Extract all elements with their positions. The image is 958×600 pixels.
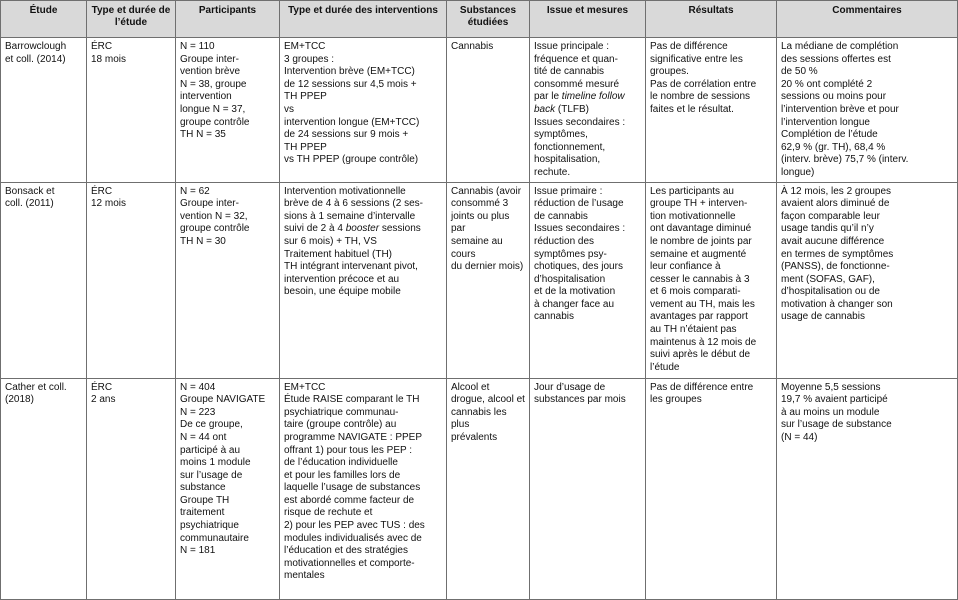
cell-interventions: EM+TCC 3 groupes : Intervention brève (EM+TCC) de 12 sessions sur 4,5 mois + TH PPEP vs intervention longue (EM+TCC) de 24 sessions sur 9 mois + TH PPEP vs TH PPEP (groupe contrôle) bbox=[280, 38, 447, 183]
header-commentaires: Commentaires bbox=[777, 1, 958, 38]
cell-etude: Barrowclough et coll. (2014) bbox=[1, 38, 87, 183]
cell-participants: N = 110 Groupe inter- vention brève N = 38, groupe intervention longue N = 37, groupe contrôle TH N = 35 bbox=[176, 38, 280, 183]
cell-commentaires: La médiane de complétion des sessions offertes est de 50 % 20 % ont complété 2 sessions ou moins pour l’intervention brève et pour l’intervention longue Complétion de l’étude 62,9 % (gr. TH), 68,4 % (interv. brève) 75,7 % (interv. longue) bbox=[777, 38, 958, 183]
cell-type: ÉRC 2 ans bbox=[87, 378, 176, 599]
cell-participants: N = 404 Groupe NAVIGATE N = 223 De ce groupe, N = 44 ont participé à au moins 1 module sur l’usage de substance Groupe TH traitement psychiatrique communautaire N = 181 bbox=[176, 378, 280, 599]
cell-substances: Cannabis (avoir consommé 3 joints ou plus par semaine au cours du dernier mois) bbox=[447, 182, 530, 378]
cell-resultats: Pas de différence entre les groupes bbox=[646, 378, 777, 599]
cell-resultats: Pas de différence significative entre les groupes. Pas de corrélation entre le nombre de sessions faites et le résultat. bbox=[646, 38, 777, 183]
header-etude: Étude bbox=[1, 1, 87, 38]
header-participants: Participants bbox=[176, 1, 280, 38]
table-row bbox=[1, 378, 958, 599]
cell-resultats: Les participants au groupe TH + interven- tion motivationnelle ont davantage diminué le nombre de joints par semaine et augmenté leur confiance à cesser le cannabis à 3 et 6 mois comparati- vement au TH, mais les avantages par rapport au TH n’étaient pas maintenus à 12 mois de suivi après le début de l’étude bbox=[646, 182, 777, 378]
cell-commentaires: À 12 mois, les 2 groupes avaient alors diminué de façon comparable leur usage tandis qu’il n’y avait aucune différence en termes de symptômes (PANSS), de fonctionne- ment (SOFAS, GAF), d’hospitalisation ou de motivation à changer son usage de cannabis bbox=[777, 182, 958, 378]
cell-commentaires: Moyenne 5,5 sessions 19,7 % avaient participé à au moins un module sur l’usage de substance (N = 44) bbox=[777, 378, 958, 599]
cell-type: ÉRC 18 mois bbox=[87, 38, 176, 183]
cell-interventions: Intervention motivationnelle brève de 4 à 6 sessions (2 ses- sions à 1 semaine d’intervalle suivi de 2 à 4 booster sessions sur 6 mois) + TH, VS Traitement habituel (TH) TH intégrant intervenant pivot, intervention précoce et au besoin, une équipe mobile bbox=[280, 182, 447, 378]
table-row bbox=[1, 38, 958, 183]
header-resultats: Résultats bbox=[646, 1, 777, 38]
cell-interventions: EM+TCC Étude RAISE comparant le TH psychiatrique communau- taire (groupe contrôle) au programme NAVIGATE : PPEP offrant 1) pour tous les PEP : de l’éducation individuelle et pour les familles lors de laquelle l’usage de substances est abordé comme facteur de risque de rechute et 2) pour les PEP avec TUS : des modules individualisés avec de l’éducation et des stratégies motivationnelles et comporte- mentales bbox=[280, 378, 447, 599]
header-row bbox=[1, 1, 958, 38]
cell-issues: Issue primaire : réduction de l’usage de cannabis Issues secondaires : réduction des symptômes psy- chotiques, des jours d’hospitalisation et de la motivation à changer face au cannabis bbox=[530, 182, 646, 378]
cell-issues: Issue principale : fréquence et quan- tité de cannabis consommé mesuré par le timeline follow back (TLFB) Issues secondaires : symptômes, fonctionnement, hospitalisation, rechute. bbox=[530, 38, 646, 183]
cell-issues: Jour d’usage de substances par mois bbox=[530, 378, 646, 599]
table-row bbox=[1, 182, 958, 378]
header-interventions: Type et durée des interventions bbox=[280, 1, 447, 38]
header-substances: Substances étudiées bbox=[447, 1, 530, 38]
cell-type: ÉRC 12 mois bbox=[87, 182, 176, 378]
cell-participants: N = 62 Groupe inter- vention N = 32, groupe contrôle TH N = 30 bbox=[176, 182, 280, 378]
cell-substances: Cannabis bbox=[447, 38, 530, 183]
cell-etude: Cather et coll. (2018) bbox=[1, 378, 87, 599]
header-issues: Issue et mesures bbox=[530, 1, 646, 38]
cell-etude: Bonsack et coll. (2011) bbox=[1, 182, 87, 378]
cell-substances: Alcool et drogue, alcool et cannabis les plus prévalents bbox=[447, 378, 530, 599]
header-type: Type et durée de l’étude bbox=[87, 1, 176, 38]
